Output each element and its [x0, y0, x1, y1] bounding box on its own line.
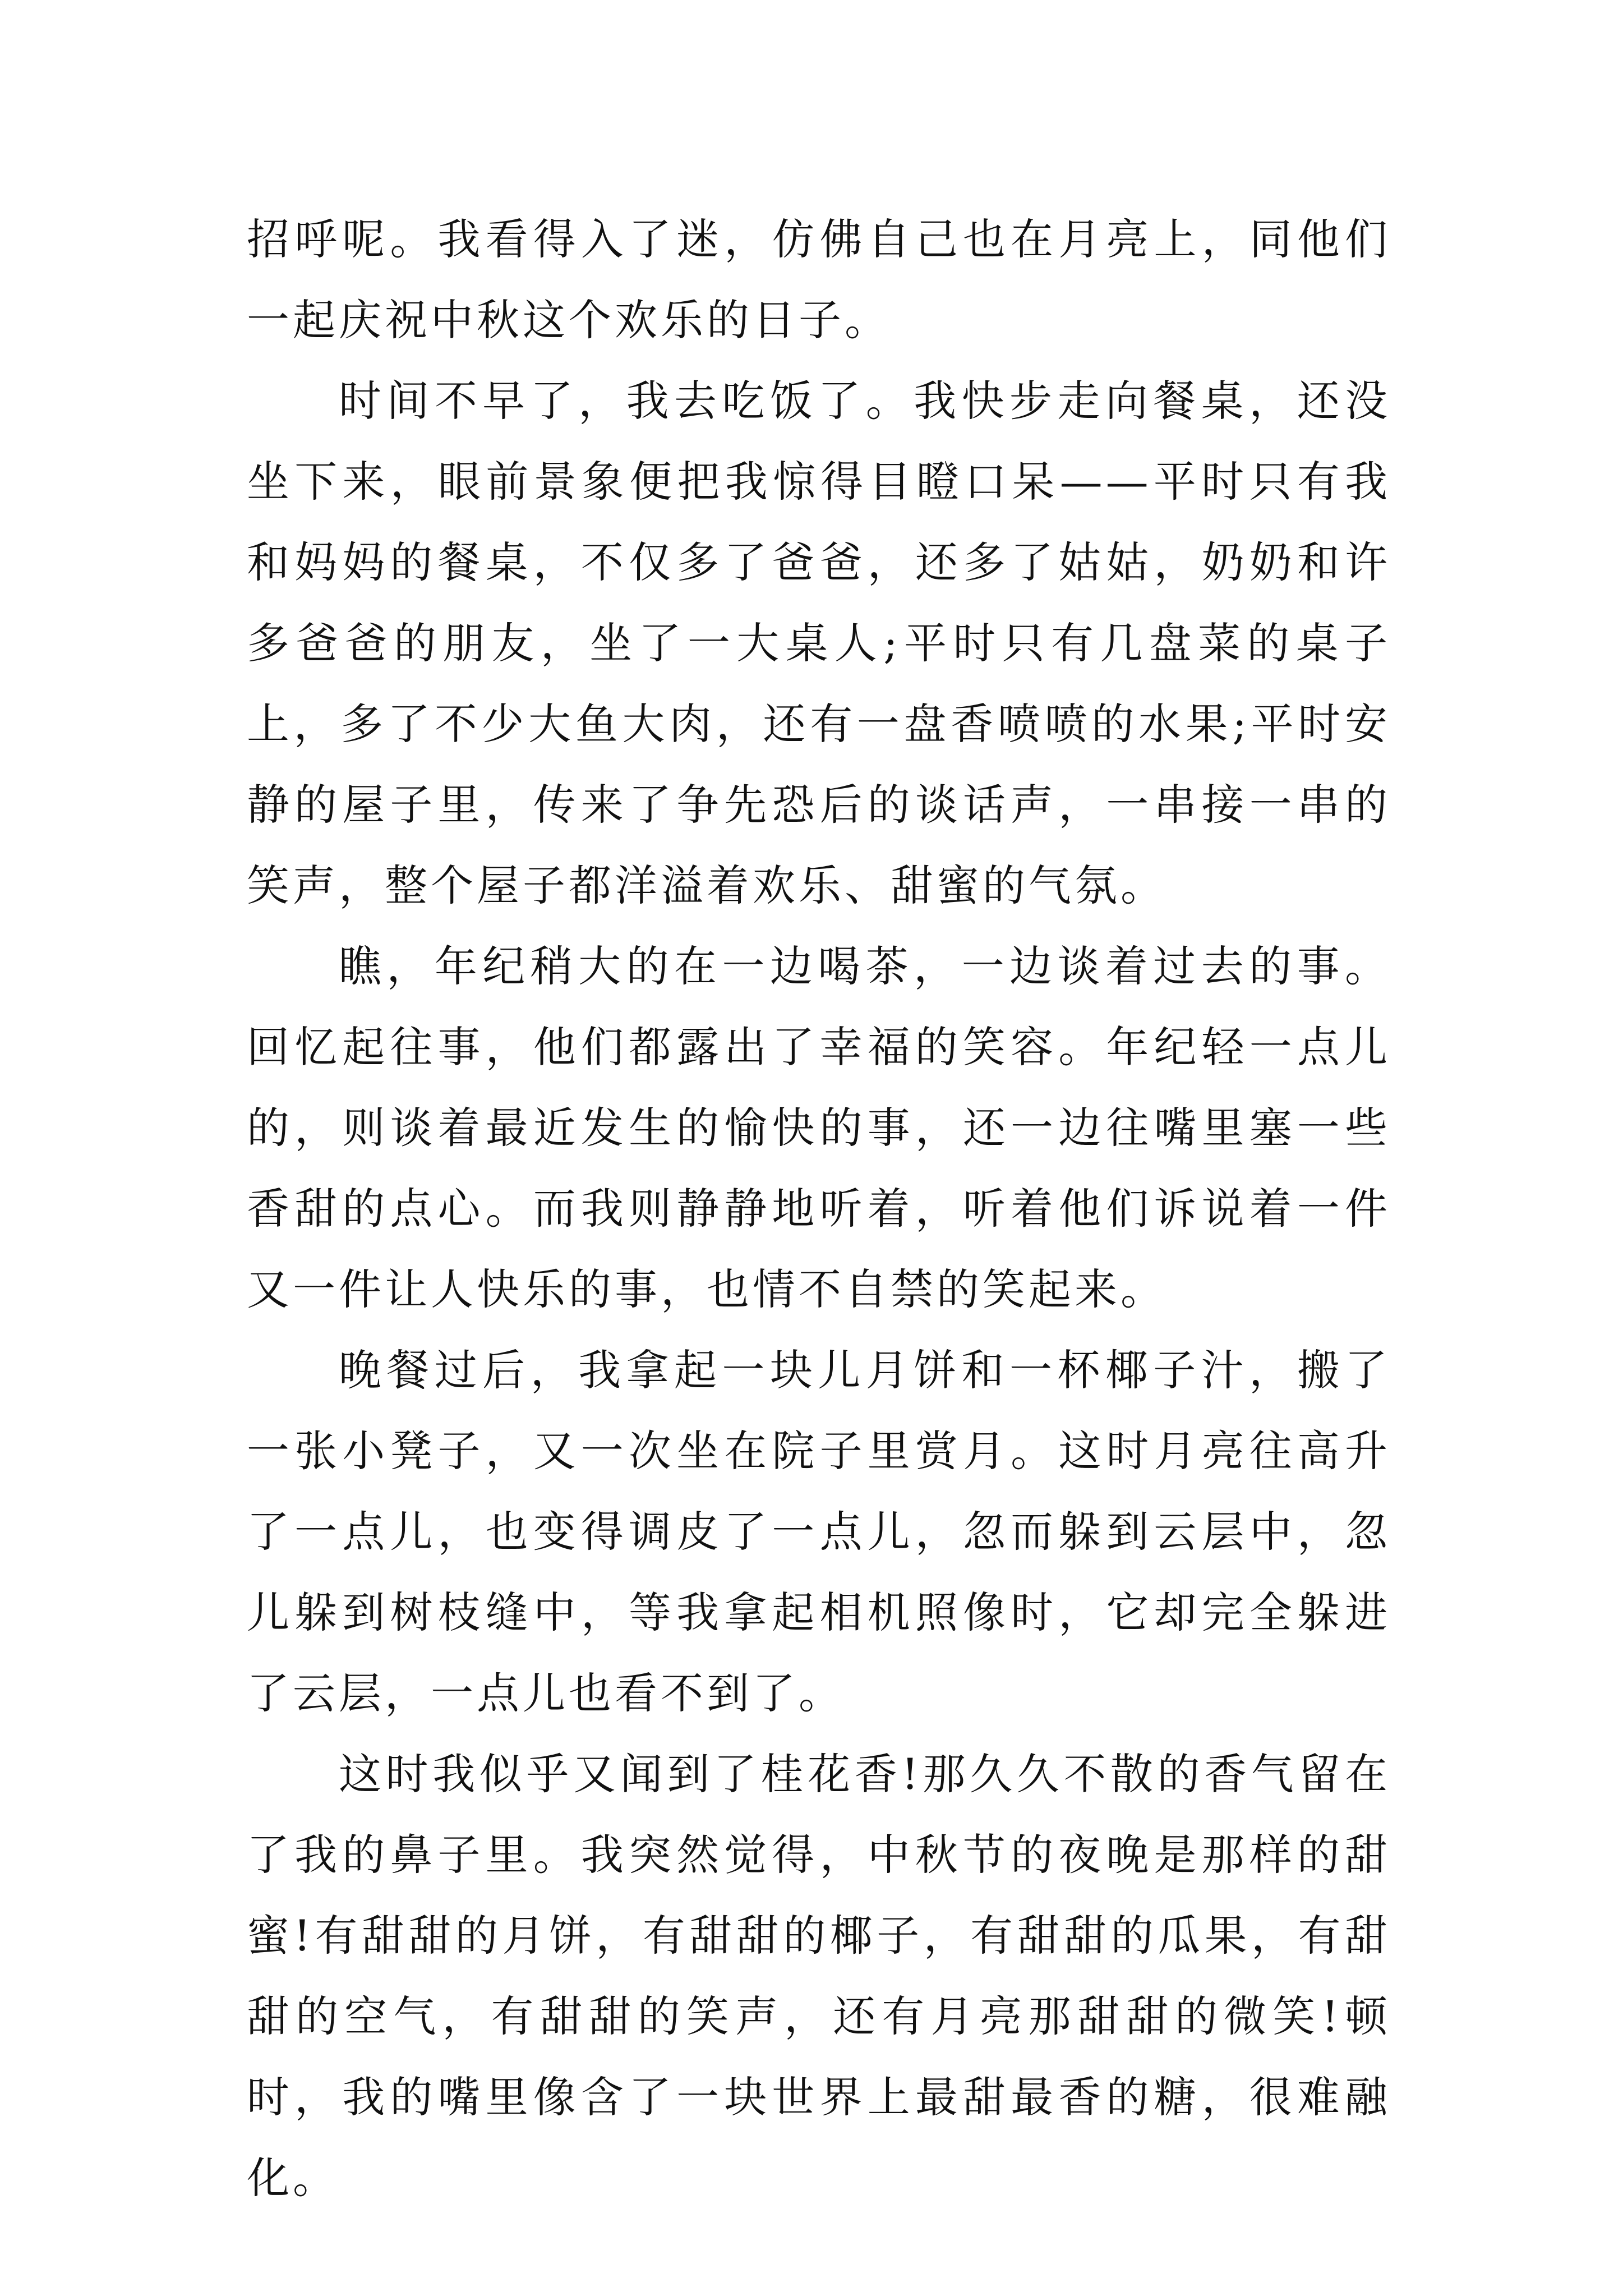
- body-text: [247, 199, 1391, 2219]
- paragraph-conversation: 瞧，年纪稍大的在一边喝茶，一边谈着过去的事。回忆起往事，他们都露出了幸福的笑容。年纪轻一点儿的，则谈着最近发生的愉快的事，还一边往嘴里塞一些香甜的点心。而我则静静地听着，听着他们诉说着一件又一件让人快乐的事，也情不自禁的笑起来。: [247, 941, 1391, 1314]
- paragraph-moon-viewing: 晚餐过后，我拿起一块儿月饼和一杯椰子汁，搬了一张小凳子，又一次坐在院子里赏月。这时月亮往高升了一点儿，也变得调皮了一点儿，忽而躲到云层中，忽儿躲到树枝缝中，等我拿起相机照像时，它却完全躲进了云层，一点儿也看不到了。: [247, 1345, 1391, 1718]
- paragraph-dinner-table: 时间不早了，我去吃饭了。我快步走向餐桌，还没坐下来，眼前景象便把我惊得目瞪口呆——平时只有我和妈妈的餐桌，不仅多了爸爸，还多了姑姑，奶奶和许多爸爸的朋友，坐了一大桌人;平时只有几盘菜的桌子上，多了不少大鱼大肉，还有一盘香喷喷的水果;平时安静的屋子里，传来了争先恐后的谈话声，一串接一串的笑声，整个屋子都洋溢着欢乐、甜蜜的气氛。: [247, 376, 1391, 910]
- paragraph-continuation: 招呼呢。我看得入了迷，仿佛自己也在月亮上，同他们一起庆祝中秋这个欢乐的日子。: [247, 214, 1391, 345]
- paragraph-conclusion: 这时我似乎又闻到了桂花香!那久久不散的香气留在了我的鼻子里。我突然觉得，中秋节的夜晚是那样的甜蜜!有甜甜的月饼，有甜甜的椰子，有甜甜的瓜果，有甜甜的空气，有甜甜的笑声，还有月亮那甜甜的微笑!顿时，我的嘴里像含了一块世界上最甜最香的糖，很难融化。: [247, 1749, 1391, 2203]
